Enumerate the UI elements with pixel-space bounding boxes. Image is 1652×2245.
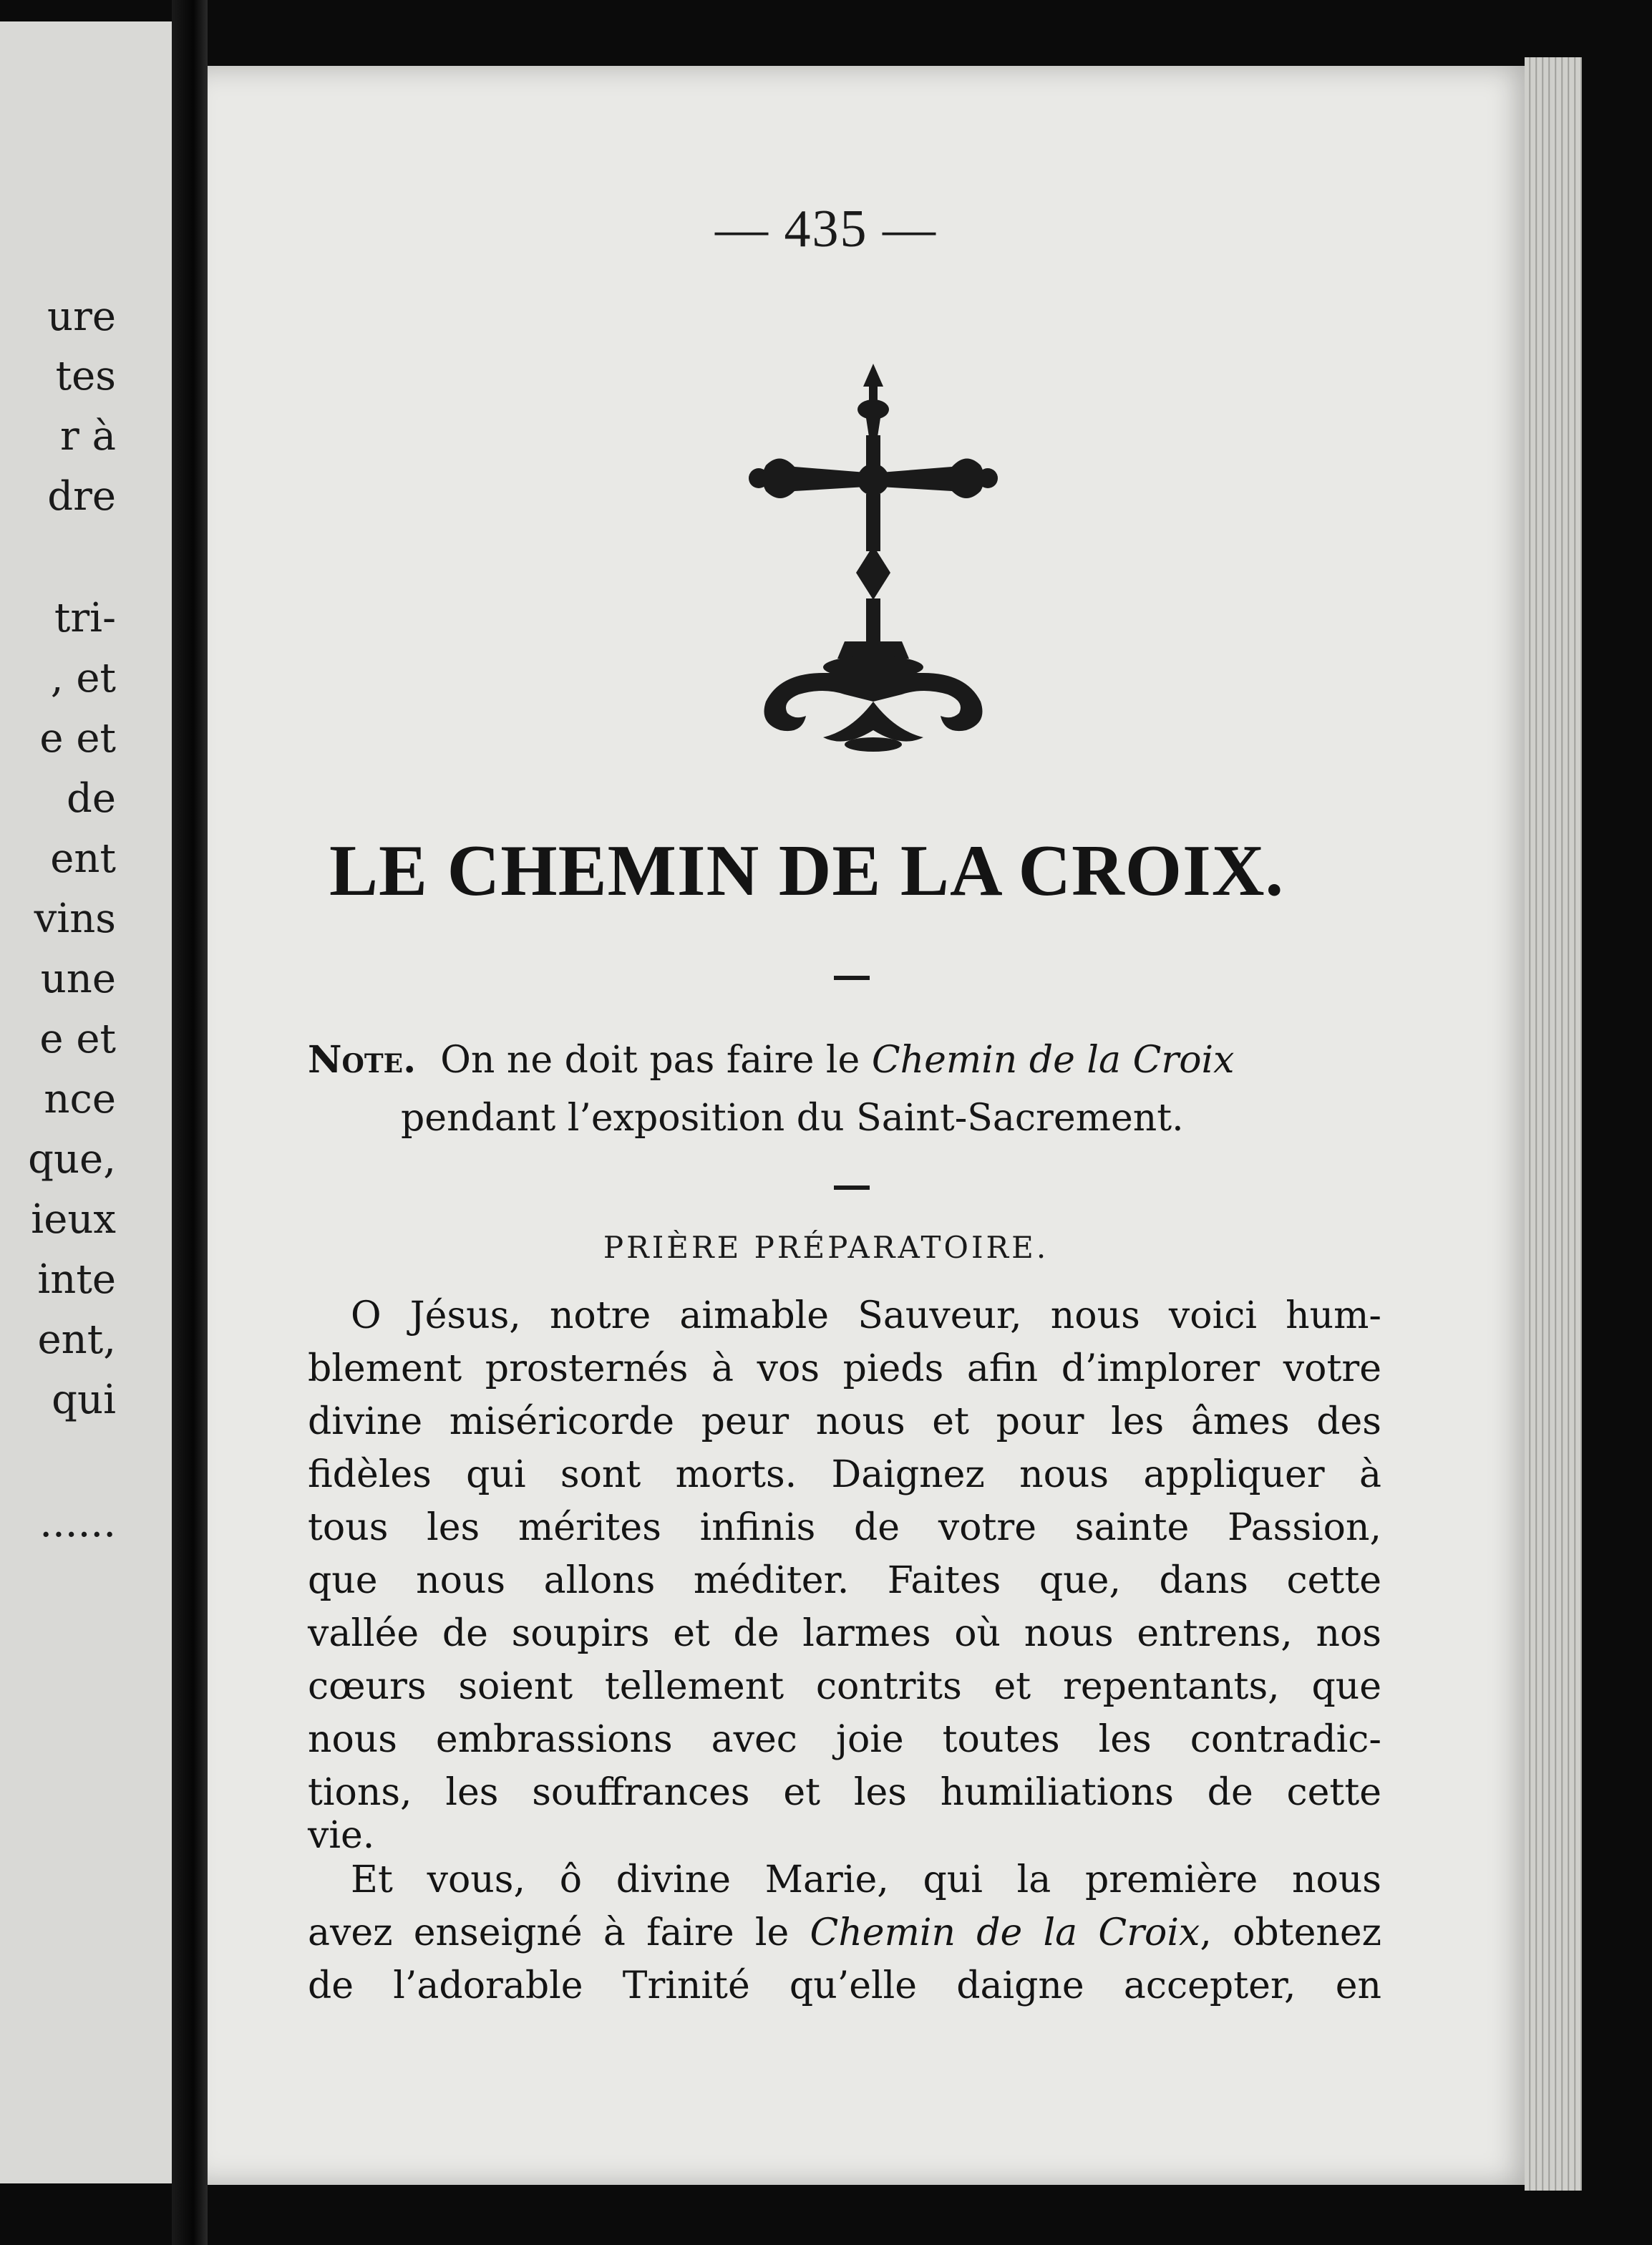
body-line: divine miséricorde peur nous et pour les âmes des bbox=[308, 1400, 1381, 1443]
left-page-line: ieux bbox=[31, 1196, 116, 1243]
left-page-line: que, bbox=[28, 1136, 116, 1183]
ornamental-cross-icon bbox=[737, 358, 1009, 759]
left-page-line: , et bbox=[50, 655, 116, 702]
note-title-ref: Chemin de la Croix bbox=[871, 1039, 1235, 1082]
body-line: cœurs soient tellement contrits et repentants, que bbox=[308, 1665, 1381, 1708]
body-line: O Jésus, notre aimable Sauveur, nous voici hum- bbox=[351, 1294, 1381, 1337]
left-page bbox=[0, 21, 172, 2183]
separator-dash bbox=[834, 976, 870, 980]
separator-dash bbox=[834, 1185, 870, 1190]
body-line: nous embrassions avec joie toutes les contradic- bbox=[308, 1718, 1381, 1761]
section-heading: PRIÈRE PRÉPARATOIRE. bbox=[603, 1230, 1049, 1265]
left-page-line: r à bbox=[60, 413, 116, 460]
body-line: tous les mérites infinis de votre sainte Passion, bbox=[308, 1506, 1381, 1549]
body-line: vallée de soupirs et de larmes où nous entrens, nos bbox=[308, 1612, 1381, 1655]
page-edges bbox=[1525, 57, 1582, 2191]
left-page-line: inte bbox=[37, 1256, 116, 1303]
body-line: que nous allons méditer. Faites que, dans cette bbox=[308, 1559, 1381, 1602]
page-number: — 435 — bbox=[715, 200, 937, 258]
left-page-line: une bbox=[40, 956, 116, 1002]
body-text: avez enseigné à faire le bbox=[308, 1911, 810, 1954]
left-page-line: vins bbox=[34, 896, 116, 942]
left-page-line: tes bbox=[55, 353, 116, 399]
left-page-line: ent, bbox=[37, 1317, 116, 1363]
body-line: fidèles qui sont morts. Daignez nous appliquer à bbox=[308, 1453, 1381, 1496]
note-text: On ne doit pas faire le bbox=[440, 1039, 872, 1082]
left-page-line: ent bbox=[50, 835, 116, 882]
note-line-2: pendant l’exposition du Saint-Sacrement. bbox=[401, 1097, 1184, 1140]
left-page-line: nce bbox=[44, 1076, 116, 1122]
body-text: , obtenez bbox=[1200, 1911, 1381, 1954]
body-title-ref: Chemin de la Croix bbox=[810, 1911, 1200, 1954]
body-line: de l’adorable Trinité qu’elle daigne accepter, en bbox=[308, 1964, 1381, 2007]
left-page-line: qui bbox=[52, 1377, 116, 1423]
body-line: Et vous, ô divine Marie, qui la première nous bbox=[351, 1858, 1381, 1901]
left-page-line: tri- bbox=[54, 595, 116, 641]
body-line: vie. bbox=[308, 1814, 375, 1857]
note-label: Note. bbox=[308, 1038, 417, 1082]
left-page-line: de bbox=[67, 775, 116, 822]
book-gutter bbox=[172, 0, 208, 2245]
left-page-line: e et bbox=[39, 1016, 116, 1062]
left-page-line: ...... bbox=[39, 1500, 116, 1546]
left-page-line: dre bbox=[47, 473, 116, 520]
page-title: LE CHEMIN DE LA CROIX. bbox=[329, 830, 1285, 911]
note-line-1 bbox=[308, 1038, 1234, 1082]
body-line: tions, les souffrances et les humiliations de cette bbox=[308, 1771, 1381, 1814]
body-line bbox=[308, 1911, 1381, 1954]
body-line: blement prosternés à vos pieds afin d’implorer votre bbox=[308, 1347, 1381, 1390]
left-page-line: ure bbox=[47, 294, 116, 340]
left-page-line: e et bbox=[39, 715, 116, 762]
